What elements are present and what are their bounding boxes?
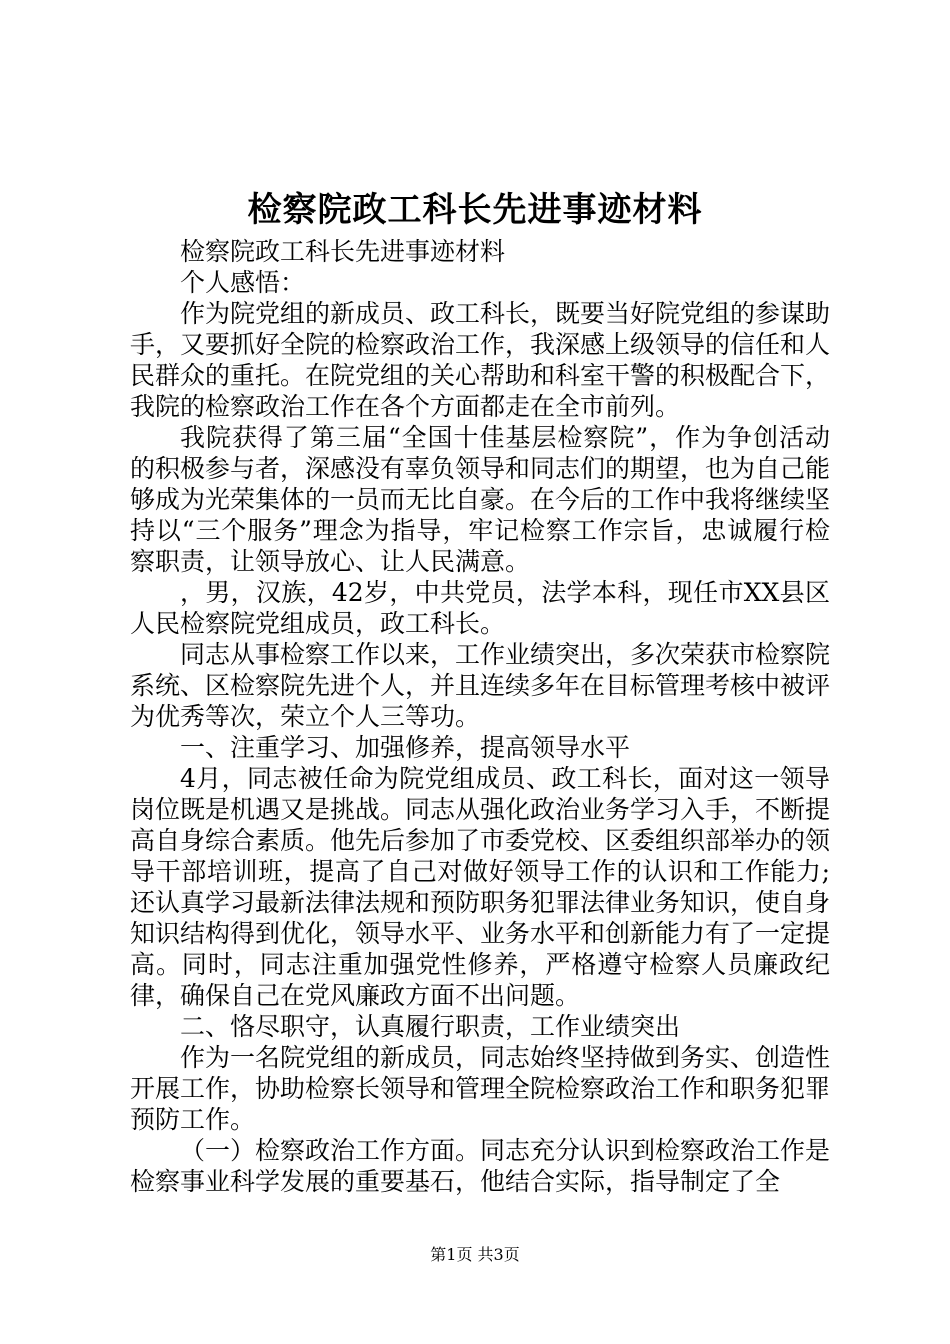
document-body <box>130 236 830 1197</box>
paragraph: （一）检察政治工作方面。同志充分认识到检察政治工作是检察事业科学发展的重要基石，他结合实际，指导制定了全 <box>130 1136 831 1196</box>
paragraph: 4月，同志被任命为院党组成员、政工科长，面对这一领导岗位既是机遇又是挑战。同志从强化政治业务学习入手，不断提高自身综合素质。他先后参加了市委党校、区委组织部举办的领导干部培训班，提高了自己对做好领导工作的认识和工作能力;还认真学习最新法律法规和预防职务犯罪法律业务知识，使自身知识结构得到优化，领导水平、业务水平和创新能力有了一定提高。同时，同志注重加强党性修养，严格遵守检察人员廉政纪律，确保自己在党风廉政方面不出问题。 <box>130 764 831 1010</box>
paragraph: 我院获得了第三届“全国十佳基层检察院”，作为争创活动的积极参与者，深感没有辜负领导和同志们的期望，也为自己能够成为光荣集体的一员而无比自豪。在今后的工作中我将继续坚持以“三个服务”理念为指导，牢记检察工作宗旨，忠诚履行检察职责，让领导放心、让人民满意。 <box>130 423 831 576</box>
paragraph: 同志从事检察工作以来，工作业绩突出，多次荣获市检察院系统、区检察院先进个人，并且连续多年在目标管理考核中被评为优秀等次，荣立个人三等功。 <box>130 640 831 731</box>
paragraph: ，男，汉族，42岁，中共党员，法学本科，现任市XX县区人民检察院党组成员，政工科长。 <box>130 578 830 638</box>
section-heading: 一、注重学习、加强修养，提高领导水平 <box>180 733 631 762</box>
document-title: 检察院政工科长先进事迹材料 <box>247 190 703 230</box>
page-footer: 第1页 共3页 <box>430 1245 520 1264</box>
paragraph-subtitle: 检察院政工科长先进事迹材料 <box>180 237 506 266</box>
section-heading: 二、恪尽职守，认真履行职责，工作业绩突出 <box>180 1012 681 1041</box>
paragraph-personal-insight-heading: 个人感悟： <box>180 268 306 297</box>
paragraph: 作为一名院党组的新成员，同志始终坚持做到务实、创造性开展工作，协助检察长领导和管理全院检察政治工作和职务犯罪预防工作。 <box>130 1043 831 1134</box>
paragraph: 作为院党组的新成员、政工科长，既要当好院党组的参谋助手，又要抓好全院的检察政治工作，我深感上级领导的信任和人民群众的重托。在院党组的关心帮助和科室干警的积极配合下，我院的检察政治工作在各个方面都走在全市前列。 <box>130 299 831 421</box>
